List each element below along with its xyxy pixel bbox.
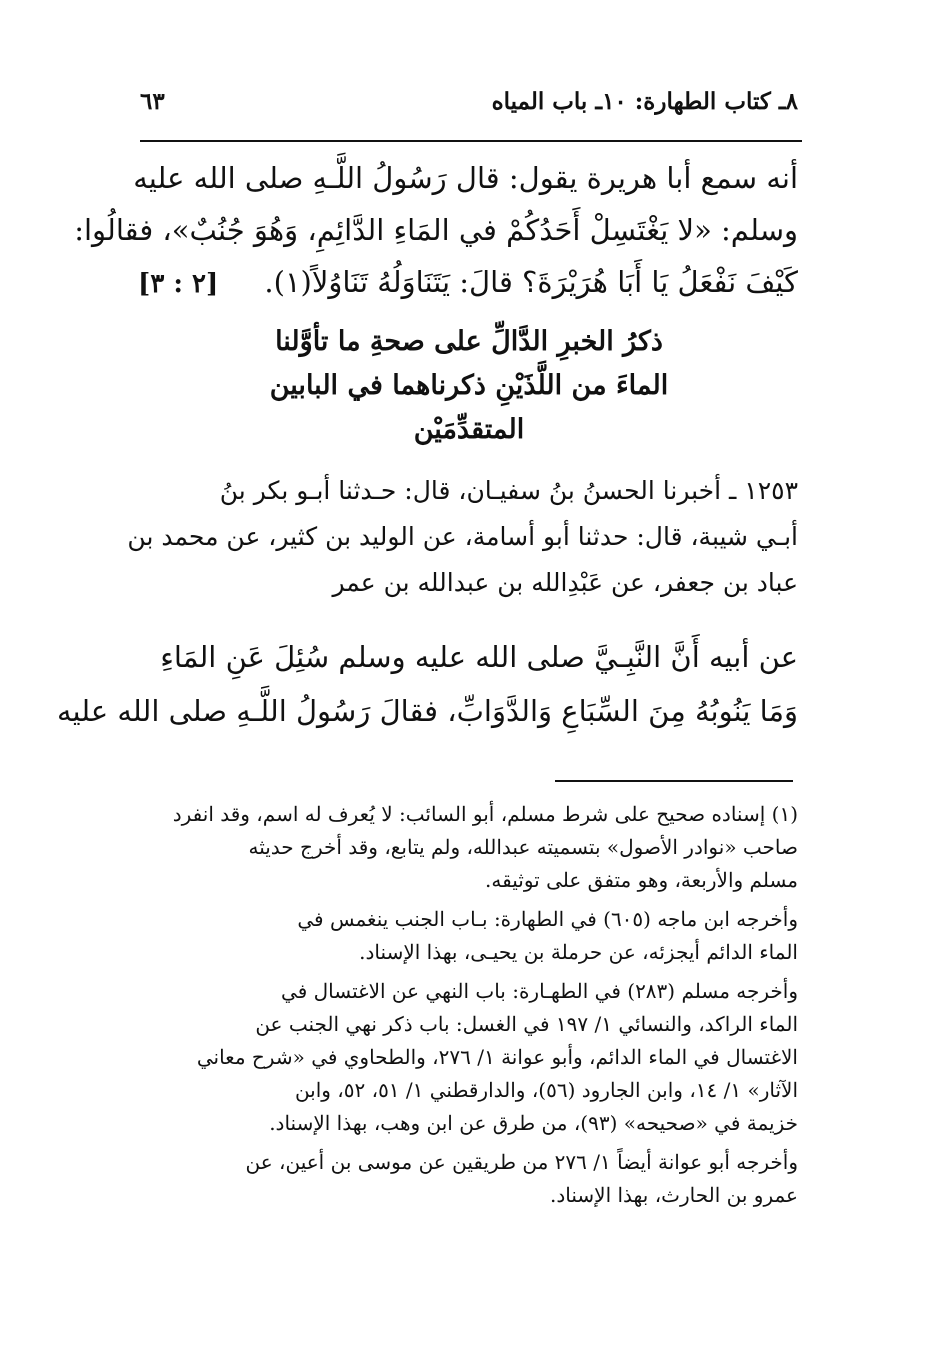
footnote-rule: [555, 780, 793, 782]
footnote-line: صاحب «نوادر الأصول» بتسميته عبدالله، ولم يتابع، وقد أخرج حديثه: [248, 835, 798, 859]
text-line: عن أبيه أَنَّ النَّبِـيَّ صلى الله عليه وسلم سُئِلَ عَنِ المَاءِ: [160, 640, 798, 674]
footnotes: [136, 798, 798, 1218]
footnote-line: الاغتسال في الماء الدائم، وأبو عوانة ١/ ٢٧٦، والطحاوي في «شرح معاني: [196, 1045, 798, 1069]
text-line: أبـي شيبة، قال: حدثنا أبو أسامة، عن الوليد بن كثير، عن محمد بن: [127, 522, 798, 551]
section-heading: [140, 320, 798, 452]
text-line: كَيْفَ نَفْعَلُ يَا أَبَا هُرَيْرَةَ؟ قالَ: يَتَنَاوَلُهُ تَنَاوُلاً(١).: [264, 265, 798, 299]
hadith-reference: [٢ : ٣]: [138, 269, 219, 299]
heading-line: الماءَ من اللَّذَيْنِ ذكرناهما في البابين: [269, 370, 669, 401]
footnote-line: (١) إسناده صحيح على شرط مسلم، أبو السائب: لا يُعرف له اسم، وقد انفرد: [172, 802, 798, 826]
footnote-paragraph: [136, 903, 798, 969]
footnote-line: الماء الراكد، والنسائي ١/ ١٩٧ في الغسل: باب ذكر نهي الجنب عن: [255, 1012, 798, 1036]
text-line-with-reference: [138, 256, 798, 310]
heading-line: ذكرُ الخبرِ الدَّالِّ على صحةِ ما تأوَّلنا: [275, 326, 663, 357]
footnote-line: خزيمة في «صحيحه» (٩٣)، من طرق عن ابن وهب، بهذا الإسناد.: [269, 1111, 798, 1135]
text-line: ١٢٥٣ ـ أخبرنا الحسنُ بنُ سفيـان، قال: حـدثنا أبـو بكر بنُ: [219, 476, 798, 505]
footnote-line: الآثار» ١/ ١٤، وابن الجارود (٥٦)، والدارقطني ١/ ٥١، ٥٢، وابن: [294, 1078, 798, 1102]
footnote-paragraph: [136, 975, 798, 1140]
heading-line: المتقدِّمَيْن: [413, 414, 525, 445]
footnote-line: الماء الدائم أيجزئه، عن حرملة بن يحيـى، بهذا الإسناد.: [359, 940, 798, 964]
isnad-chain: [127, 468, 798, 606]
footnote-paragraph: [136, 798, 798, 897]
footnote-line: مسلم والأربعة، وهو متفق على توثيقه.: [485, 868, 798, 892]
hadith-continuation: [74, 152, 798, 310]
footnote-paragraph: [136, 1146, 798, 1212]
hadith-matn: [56, 630, 798, 738]
footnote-line: وأخرجه أبو عوانة أيضاً ١/ ٢٧٦ من طريقين عن موسى بن أعين، عن: [245, 1150, 798, 1174]
text-line: عباد بن جعفر، عن عَبْدِالله بن عبدالله بن عمر: [332, 568, 798, 597]
text-line: وَمَا يَنُوبُهُ مِنَ السِّبَاعِ وَالدَّوَابِّ، فقالَ رَسُولُ اللَّـهِ صلى الله عليه: [56, 694, 798, 728]
text-line: وسلم: «لا يَغْتَسِلْ أَحَدُكُمْ في المَاءِ الدَّائِمِ، وَهُوَ جُنُبٌ»، فقالُوا:: [74, 213, 798, 247]
page-number: ٦٣: [140, 88, 165, 115]
header-rule: [140, 140, 802, 142]
running-title: ٨ـ كتاب الطهارة: ١٠ـ باب المياه: [491, 88, 798, 115]
footnote-line: عمرو بن الحارث، بهذا الإسناد.: [550, 1183, 798, 1207]
text-line: أنه سمع أبا هريرة يقول: قال رَسُولُ اللَّـهِ صلى الله عليه: [133, 161, 798, 195]
footnote-line: وأخرجه ابن ماجه (٦٠٥) في الطهارة: بـاب الجنب ينغمس في: [297, 907, 798, 931]
footnote-line: وأخرجه مسلم (٢٨٣) في الطهـارة: باب النهي عن الاغتسال في: [281, 979, 798, 1003]
page-header: [140, 88, 798, 128]
